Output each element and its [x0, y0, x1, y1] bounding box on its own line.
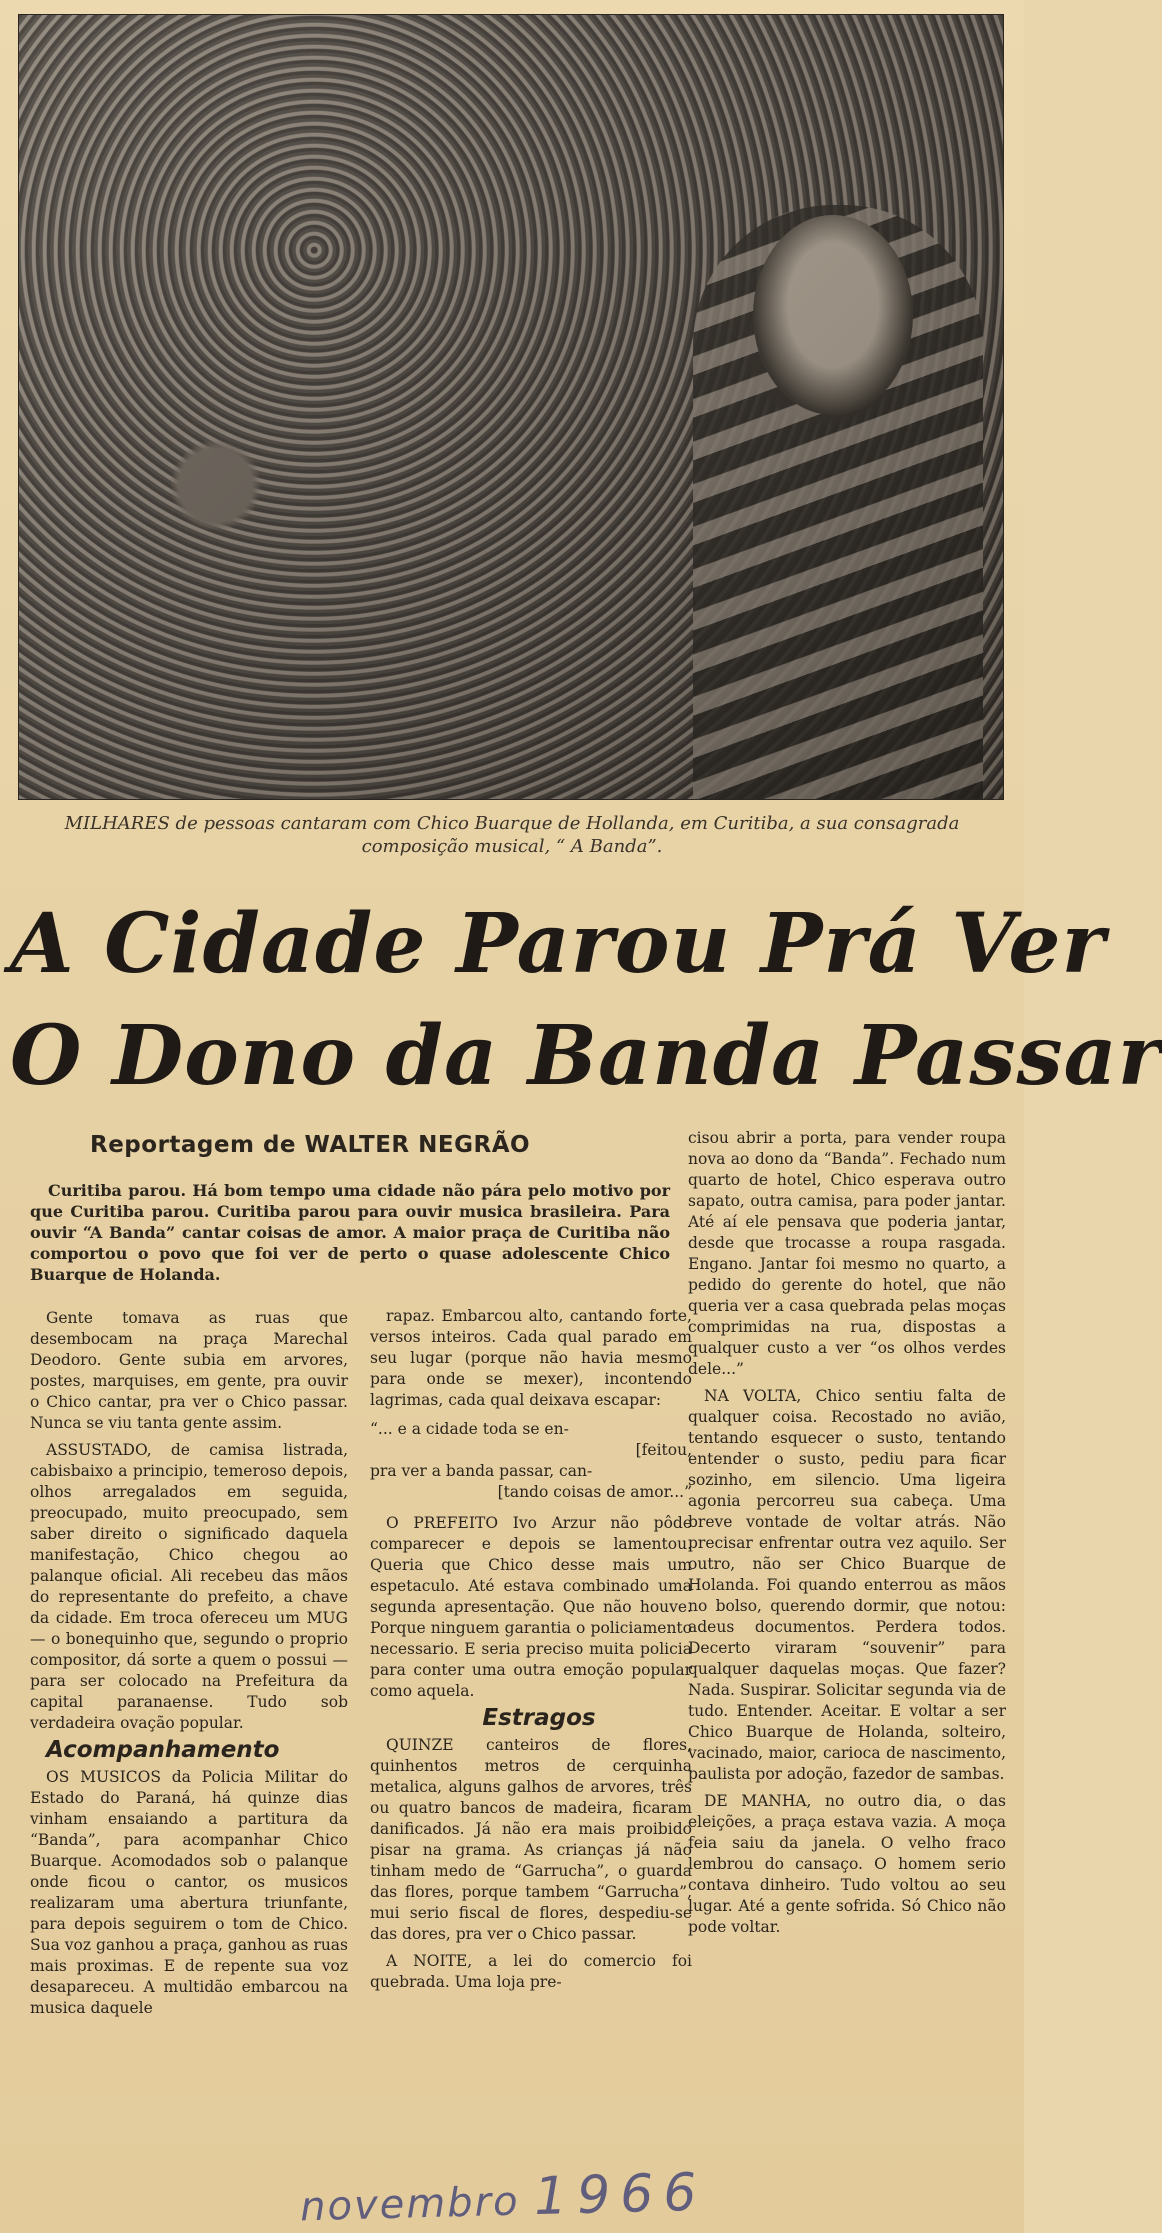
col2-paragraph-4: A NOITE, a lei do comercio foi quebrada. Uma loja pre- — [370, 1952, 692, 1991]
column-2 — [370, 1306, 692, 1999]
byline: Reportagem de WALTER NEGRÃO — [90, 1132, 531, 1158]
headline-line-2: O Dono da Banda Passar — [10, 1008, 1162, 1104]
handwritten-month: novembro — [299, 2178, 521, 2231]
col3-paragraph-3: DE MANHA, no outro dia, o das eleições, a praça estava vazia. A moça feia saiu da janela. O velho fraco lembrou do cansaço. O homem serio contava dinheiro. Tudo voltou ao seu lugar. Até a gente sofrida. Só Chico não pode voltar. — [688, 1792, 1006, 1936]
col3-paragraph-2: NA VOLTA, Chico sentiu falta de qualquer coisa. Recostado no avião, tentando esquecer o susto, tentando entender o susto, pediu para ficar sozinho, em silencio. Uma ligeira agonia percorreu sua cabeça. Uma breve vontade de voltar atrás. Não precisar enfrentar outra vez aquilo. Ser outro, não ser Chico Buarque de Holanda. Foi quando enterrou as mãos no bolso, querendo dormir, que notou: adeus documentos. Perdera todos. Decerto viraram “souvenir” para qualquer daquelas moças. Que fazer? Nada. Suspirar. Solicitar segunda via de tudo. Entender. Aceitar. E voltar a ser Chico Buarque de Holanda, solteiro, vacinado, maior, carioca de nascimento, paulista por adoção, fazedor de sambas. — [688, 1387, 1006, 1783]
col1-paragraph-2: ASSUSTADO, de camisa listrada, cabisbaixo a principio, temeroso depois, olhos arregalados em seguida, preocupado, muito preocupado, sem saber direito o significado daquela manifestação, Chico chegou ao palanque oficial. Ali recebeu das mãos do representante do prefeito, a chave da cidade. Em troca ofereceu um MUG — o bonequinho que, segundo o proprio compositor, dá sorte a quem o possui — para ser colocado na Prefeitura da capital paranaense. Tudo sob verdadeira ovação popular. — [30, 1441, 348, 1732]
crowd-photo — [18, 14, 1004, 800]
song-quote — [370, 1419, 692, 1503]
col1-paragraph-3: OS MUSICOS da Policia Militar do Estado do Paraná, há quinze dias vinham ensaiando a partitura da “Banda”, para acompanhar Chico Buarque. Acomodados sob o palanque onde ficou o cantor, os musicos realizaram uma abertura triunfante, para depois seguirem o tom de Chico. Sua voz ganhou a praça, ganhou as ruas mais proximas. E de repente sua voz desapareceu. A multidão embarcou na musica daquele — [30, 1768, 348, 2017]
quote-line-2: [feitou, — [635, 1441, 692, 1459]
quote-line-1: “... e a cidade toda se en- — [370, 1420, 569, 1438]
headline — [10, 888, 1162, 1112]
col2-paragraph-2: O PREFEITO Ivo Arzur não pôde comparecer e depois se lamentou. Queria que Chico desse mais um espetaculo. Até estava combinado uma segunda apresentação. Que não houve. Porque ninguem garantia o policiamento necessario. E seria preciso muita policia para conter uma outra emoção popular como aquela. — [370, 1514, 692, 1700]
headline-line-1: A Cidade Parou Prá Ver — [10, 896, 1106, 992]
quote-line-3: pra ver a banda passar, can- — [370, 1462, 593, 1480]
handwritten-date — [299, 2163, 707, 2233]
col2-paragraph-1: rapaz. Embarcou alto, cantando forte, versos inteiros. Cada qual parado em seu lugar (porque não havia mesmo para onde se mexer), incontendo lagrimas, cada qual deixava escapar: — [370, 1307, 692, 1409]
subheading-acompanhamento: Acompanhamento — [46, 1737, 280, 1763]
subheading-estragos: Estragos — [482, 1705, 596, 1731]
quote-line-4: [tando coisas de amor...” — [497, 1483, 692, 1501]
col2-paragraph-3: QUINZE canteiros de flores, quinhentos metros de cerquinha metalica, alguns galhos de arvores, três ou quatro bancos de madeira, ficaram danificados. Já não era mais proibido pisar na grama. As crianças já não tinham medo de “Garrucha”, o guarda das flores, porque tambem “Garrucha”, mui serio fiscal de flores, despediu-se das dores, pra ver o Chico passar. — [370, 1736, 692, 1943]
photo-shade — [19, 15, 1003, 799]
column-3 — [688, 1128, 1006, 1944]
col3-paragraph-1: cisou abrir a porta, para vender roupa nova ao dono da “Banda”. Fechado num quarto de hotel, Chico esperava outro sapato, outra camisa, para poder jantar. Até aí ele pensava que poderia jantar, desde que trocasse a roupa rasgada. Engano. Jantar foi mesmo no quarto, a pedido do gerente do hotel, que não queria ver a casa quebrada pelas moças comprimidas na rua, dispostas a qualquer custo a ver “os olhos verdes dele...” — [688, 1129, 1006, 1378]
handwritten-year: 1966 — [533, 2162, 708, 2228]
photo-caption: MILHARES de pessoas cantaram com Chico Buarque de Hollanda, em Curitiba, a sua consagrada composição musical, “ A Banda”. — [64, 813, 960, 857]
lead-paragraph: Curitiba parou. Há bom tempo uma cidade não pára pelo motivo por que Curitiba parou. Curitiba parou para ouvir musica brasileira. Para ouvir “A Banda” cantar coisas de amor. A maior praça de Curitiba não comportou o povo que foi ver de perto o quase adolescente Chico Buarque de Holanda. — [30, 1181, 670, 1284]
col1-paragraph-1: Gente tomava as ruas que desembocam na praça Marechal Deodoro. Gente subia em arvores, postes, marquises, em gente, pra ouvir o Chico cantar, pra ver o Chico passar. Nunca se viu tanta gente assim. — [30, 1309, 348, 1432]
column-1 — [30, 1308, 348, 2025]
